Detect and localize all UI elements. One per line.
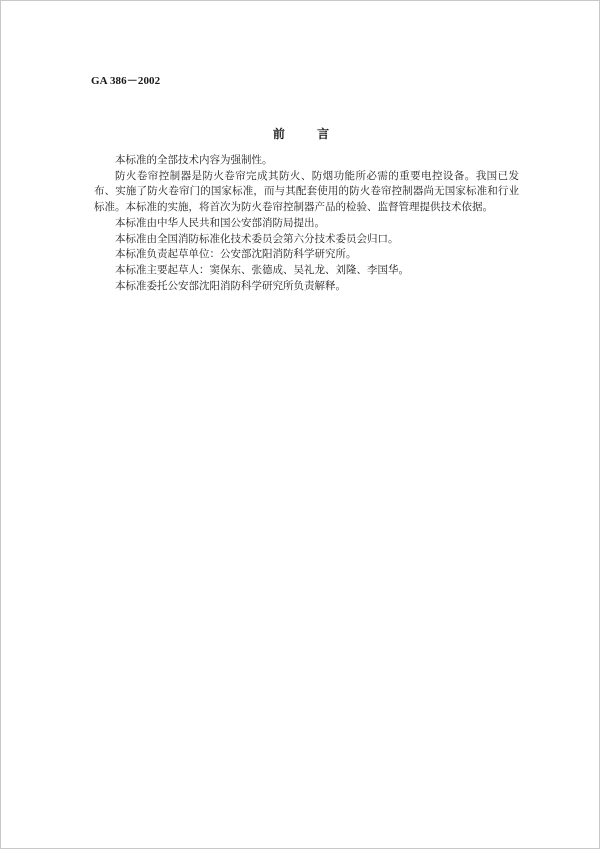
- section-title: 前 言: [272, 127, 344, 141]
- paragraph-mandatory-statement: 本标准的全部技术内容为强制性。: [115, 154, 273, 166]
- paragraph-proposer: 本标准由中华人民共和国公安部消防局提出。: [115, 216, 325, 229]
- paragraph-interpretation: 本标准委托公安部沈阳消防科学研究所负责解释。: [115, 279, 346, 292]
- paragraph-committee: 本标准由全国消防标准化技术委员会第六分技术委员会归口。: [115, 232, 399, 245]
- paragraph-background: 防火卷帘控制器是防火卷帘完成其防火、防烟功能所必需的重要电控设备。我国已发布、实施了防火卷帘门的国家标准，而与其配套使用的防火卷帘控制器尚无国家标准和行业标准。本标准的实施，将首次为防火卷帘控制器产品的检验、监督管理提供技术依据。: [94, 169, 519, 214]
- foreword-body: [94, 153, 519, 294]
- paragraph-drafting-unit: 本标准负责起草单位：公安部沈阳消防科学研究所。: [115, 248, 357, 261]
- paragraph-drafters: 本标准主要起草人：窦保东、张德成、吴礼龙、刘隆、李国华。: [115, 263, 409, 276]
- standard-code: GA 386－2002: [91, 75, 161, 87]
